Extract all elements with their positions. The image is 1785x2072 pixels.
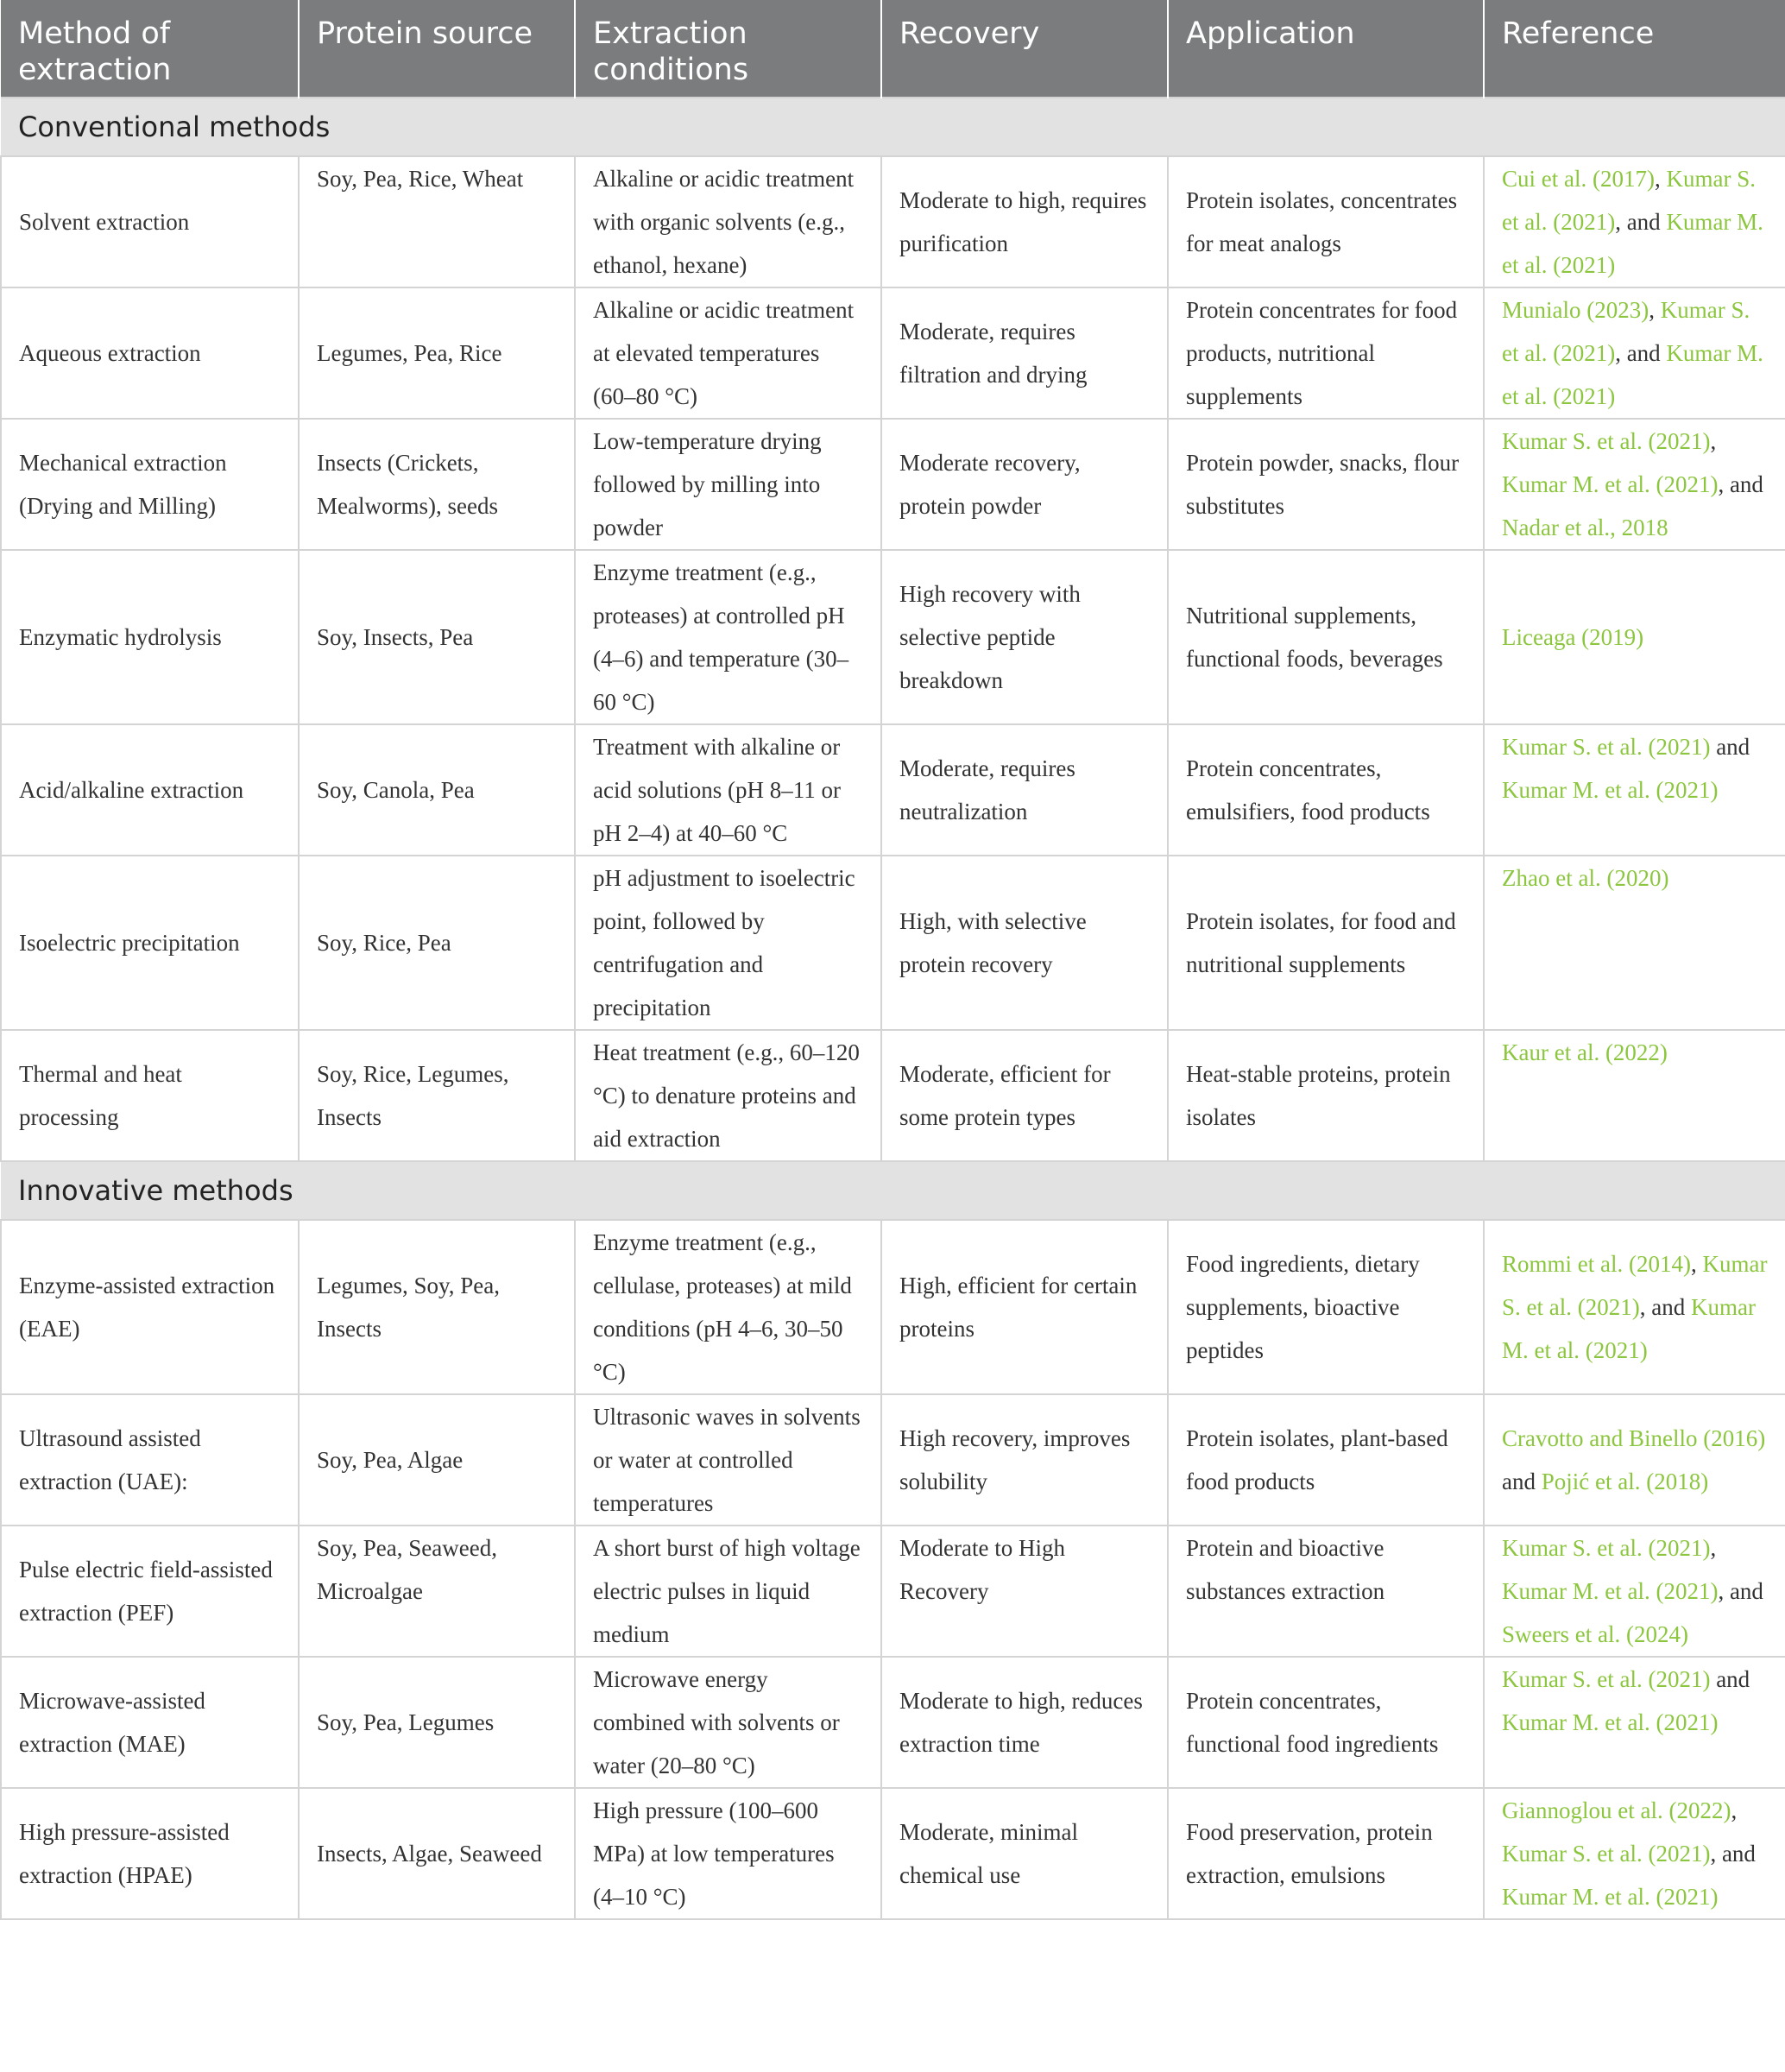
cell-method: Acid/alkaline extraction bbox=[1, 724, 299, 856]
table-row bbox=[1, 1657, 1785, 1788]
reference-link[interactable]: Kumar M. et al. (2021) bbox=[1502, 209, 1763, 278]
cell-recovery: High recovery with selective peptide breakdown bbox=[881, 550, 1168, 724]
table-header bbox=[1, 0, 1785, 98]
header-source: Protein source bbox=[299, 0, 575, 98]
reference-link[interactable]: Munialo (2023) bbox=[1502, 297, 1649, 323]
cell-conditions: High pressure (100–600 MPa) at low temperatures (4–10 °C) bbox=[575, 1788, 881, 1919]
header-recovery: Recovery bbox=[881, 0, 1168, 98]
cell-source: Insects, Algae, Seaweed bbox=[299, 1788, 575, 1919]
cell-reference bbox=[1484, 550, 1785, 724]
cell-reference bbox=[1484, 1030, 1785, 1161]
reference-link[interactable]: Kumar S. et al. (2021) bbox=[1502, 1251, 1768, 1320]
cell-source: Soy, Rice, Legumes, Insects bbox=[299, 1030, 575, 1161]
cell-method: Thermal and heat processing bbox=[1, 1030, 299, 1161]
cell-reference bbox=[1484, 724, 1785, 856]
reference-link[interactable]: Kumar M. et al. (2021) bbox=[1502, 777, 1719, 803]
reference-sep: , and bbox=[1615, 340, 1667, 366]
cell-conditions: Enzyme treatment (e.g., proteases) at controlled pH (4–6) and temperature (30–60 °C) bbox=[575, 550, 881, 724]
cell-recovery: Moderate to high, reduces extraction time bbox=[881, 1657, 1168, 1788]
reference-link[interactable]: Kumar M. et al. (2021) bbox=[1502, 471, 1719, 497]
reference-sep: , bbox=[1649, 297, 1661, 323]
cell-recovery: High, efficient for certain proteins bbox=[881, 1220, 1168, 1394]
table-row bbox=[1, 856, 1785, 1030]
reference-link[interactable]: Kumar M. et al. (2021) bbox=[1502, 1578, 1719, 1604]
reference-link[interactable]: Liceaga (2019) bbox=[1502, 624, 1644, 650]
section-label-innovative: Innovative methods bbox=[1, 1161, 1785, 1220]
cell-application: Protein concentrates, functional food ingredients bbox=[1168, 1657, 1484, 1788]
cell-conditions: Low-temperature drying followed by milling into powder bbox=[575, 419, 881, 550]
cell-recovery: Moderate to High Recovery bbox=[881, 1526, 1168, 1657]
cell-conditions: Enzyme treatment (e.g., cellulase, proteases) at mild conditions (pH 4–6, 30–50 °C) bbox=[575, 1220, 881, 1394]
cell-source: Legumes, Soy, Pea, Insects bbox=[299, 1220, 575, 1394]
header-method: Method of extraction bbox=[1, 0, 299, 98]
cell-source: Soy, Pea, Algae bbox=[299, 1394, 575, 1526]
cell-reference bbox=[1484, 856, 1785, 1030]
reference-link[interactable]: Kumar S. et al. (2021) bbox=[1502, 428, 1711, 454]
reference-sep: , bbox=[1654, 166, 1667, 192]
reference-link[interactable]: Sweers et al. (2024) bbox=[1502, 1621, 1688, 1647]
reference-link[interactable]: Pojić et al. (2018) bbox=[1541, 1469, 1709, 1494]
cell-reference bbox=[1484, 1526, 1785, 1657]
cell-method: Ultrasound assisted extraction (UAE): bbox=[1, 1394, 299, 1526]
reference-link[interactable]: Kumar S. et al. (2021) bbox=[1502, 297, 1750, 366]
reference-sep: , and bbox=[1718, 471, 1763, 497]
table-row bbox=[1, 724, 1785, 856]
reference-link[interactable]: Kumar M. et al. (2021) bbox=[1502, 1709, 1719, 1735]
cell-conditions: Treatment with alkaline or acid solutions (pH 8–11 or pH 2–4) at 40–60 °C bbox=[575, 724, 881, 856]
cell-application: Nutritional supplements, functional foods, beverages bbox=[1168, 550, 1484, 724]
table-row bbox=[1, 1526, 1785, 1657]
cell-method: Isoelectric precipitation bbox=[1, 856, 299, 1030]
reference-sep: and bbox=[1710, 1666, 1750, 1692]
reference-link[interactable]: Cui et al. (2017) bbox=[1502, 166, 1655, 192]
cell-recovery: Moderate recovery, protein powder bbox=[881, 419, 1168, 550]
cell-reference bbox=[1484, 1394, 1785, 1526]
cell-conditions: Alkaline or acidic treatment at elevated temperatures (60–80 °C) bbox=[575, 287, 881, 419]
cell-source: Soy, Insects, Pea bbox=[299, 550, 575, 724]
section-row-conventional bbox=[1, 98, 1785, 156]
reference-link[interactable]: Kumar S. et al. (2021) bbox=[1502, 734, 1711, 760]
table-row bbox=[1, 419, 1785, 550]
reference-link[interactable]: Cravotto and Binello (2016) bbox=[1502, 1425, 1766, 1451]
cell-reference bbox=[1484, 1788, 1785, 1919]
cell-recovery: High recovery, improves solubility bbox=[881, 1394, 1168, 1526]
cell-application: Protein and bioactive substances extraction bbox=[1168, 1526, 1484, 1657]
reference-link[interactable]: Kumar M. et al. (2021) bbox=[1502, 1884, 1719, 1910]
cell-application: Food preservation, protein extraction, emulsions bbox=[1168, 1788, 1484, 1919]
cell-recovery: Moderate, requires neutralization bbox=[881, 724, 1168, 856]
cell-conditions: Heat treatment (e.g., 60–120 °C) to denature proteins and aid extraction bbox=[575, 1030, 881, 1161]
cell-recovery: Moderate to high, requires purification bbox=[881, 156, 1168, 287]
cell-source: Legumes, Pea, Rice bbox=[299, 287, 575, 419]
cell-recovery: Moderate, minimal chemical use bbox=[881, 1788, 1168, 1919]
cell-conditions: A short burst of high voltage electric pulses in liquid medium bbox=[575, 1526, 881, 1657]
cell-application: Protein concentrates, emulsifiers, food products bbox=[1168, 724, 1484, 856]
cell-method: Enzyme-assisted extraction (EAE) bbox=[1, 1220, 299, 1394]
header-row bbox=[1, 0, 1785, 98]
table-row bbox=[1, 156, 1785, 287]
cell-source: Soy, Rice, Pea bbox=[299, 856, 575, 1030]
reference-sep: , and bbox=[1710, 1841, 1756, 1867]
cell-application: Protein isolates, concentrates for meat analogs bbox=[1168, 156, 1484, 287]
cell-reference bbox=[1484, 287, 1785, 419]
cell-recovery: Moderate, efficient for some protein types bbox=[881, 1030, 1168, 1161]
reference-link[interactable]: Kumar S. et al. (2021) bbox=[1502, 1666, 1711, 1692]
cell-method: Microwave-assisted extraction (MAE) bbox=[1, 1657, 299, 1788]
table-row bbox=[1, 550, 1785, 724]
cell-application: Protein concentrates for food products, nutritional supplements bbox=[1168, 287, 1484, 419]
reference-link[interactable]: Kumar S. et al. (2021) bbox=[1502, 1535, 1711, 1561]
section-label-conventional: Conventional methods bbox=[1, 98, 1785, 156]
cell-conditions: pH adjustment to isoelectric point, followed by centrifugation and precipitation bbox=[575, 856, 881, 1030]
reference-sep: , bbox=[1710, 428, 1717, 454]
header-application: Application bbox=[1168, 0, 1484, 98]
cell-method: Mechanical extraction (Drying and Milling) bbox=[1, 419, 299, 550]
reference-link[interactable]: Kumar S. et al. (2021) bbox=[1502, 166, 1756, 235]
cell-application: Protein isolates, for food and nutritional supplements bbox=[1168, 856, 1484, 1030]
cell-reference bbox=[1484, 1220, 1785, 1394]
cell-recovery: High, with selective protein recovery bbox=[881, 856, 1168, 1030]
reference-link[interactable]: Kumar M. et al. (2021) bbox=[1502, 1294, 1756, 1363]
reference-sep: , and bbox=[1615, 209, 1667, 235]
cell-application: Food ingredients, dietary supplements, bioactive peptides bbox=[1168, 1220, 1484, 1394]
cell-source: Soy, Canola, Pea bbox=[299, 724, 575, 856]
cell-conditions: Alkaline or acidic treatment with organic solvents (e.g., ethanol, hexane) bbox=[575, 156, 881, 287]
reference-sep: and bbox=[1710, 734, 1750, 760]
section-row-innovative bbox=[1, 1161, 1785, 1220]
cell-reference bbox=[1484, 1657, 1785, 1788]
header-reference: Reference bbox=[1484, 0, 1785, 98]
cell-source: Insects (Crickets, Mealworms), seeds bbox=[299, 419, 575, 550]
reference-sep: , and bbox=[1718, 1578, 1763, 1604]
cell-source: Soy, Pea, Legumes bbox=[299, 1657, 575, 1788]
reference-sep: , bbox=[1690, 1251, 1703, 1277]
cell-application: Protein isolates, plant-based food products bbox=[1168, 1394, 1484, 1526]
cell-recovery: Moderate, requires filtration and drying bbox=[881, 287, 1168, 419]
reference-link[interactable]: Kumar M. et al. (2021) bbox=[1502, 340, 1763, 409]
cell-method: Aqueous extraction bbox=[1, 287, 299, 419]
reference-link[interactable]: Kumar S. et al. (2021) bbox=[1502, 1841, 1711, 1867]
cell-conditions: Ultrasonic waves in solvents or water at controlled temperatures bbox=[575, 1394, 881, 1526]
reference-sep: , bbox=[1731, 1797, 1738, 1823]
cell-reference bbox=[1484, 156, 1785, 287]
reference-sep: and bbox=[1502, 1469, 1542, 1494]
reference-link[interactable]: Nadar et al., 2018 bbox=[1502, 515, 1668, 540]
cell-application: Heat-stable proteins, protein isolates bbox=[1168, 1030, 1484, 1161]
table-row bbox=[1, 1394, 1785, 1526]
cell-method: Pulse electric field-assisted extraction (PEF) bbox=[1, 1526, 299, 1657]
table-body bbox=[1, 98, 1785, 1919]
cell-reference bbox=[1484, 419, 1785, 550]
reference-sep: , bbox=[1710, 1535, 1717, 1561]
table-row bbox=[1, 287, 1785, 419]
header-conditions: Extraction conditions bbox=[575, 0, 881, 98]
reference-link[interactable]: Zhao et al. (2020) bbox=[1502, 865, 1669, 891]
cell-conditions: Microwave energy combined with solvents or water (20–80 °C) bbox=[575, 1657, 881, 1788]
reference-link[interactable]: Kaur et al. (2022) bbox=[1502, 1039, 1668, 1065]
reference-link[interactable]: Giannoglou et al. (2022) bbox=[1502, 1797, 1731, 1823]
table-row bbox=[1, 1220, 1785, 1394]
cell-source: Soy, Pea, Seaweed, Microalgae bbox=[299, 1526, 575, 1657]
cell-source: Soy, Pea, Rice, Wheat bbox=[299, 156, 575, 287]
cell-method: Solvent extraction bbox=[1, 156, 299, 287]
cell-method: Enzymatic hydrolysis bbox=[1, 550, 299, 724]
reference-sep: , and bbox=[1639, 1294, 1691, 1320]
table-row bbox=[1, 1788, 1785, 1919]
table-row bbox=[1, 1030, 1785, 1161]
cell-method: High pressure-assisted extraction (HPAE) bbox=[1, 1788, 299, 1919]
cell-application: Protein powder, snacks, flour substitutes bbox=[1168, 419, 1484, 550]
reference-link[interactable]: Rommi et al. (2014) bbox=[1502, 1251, 1691, 1277]
